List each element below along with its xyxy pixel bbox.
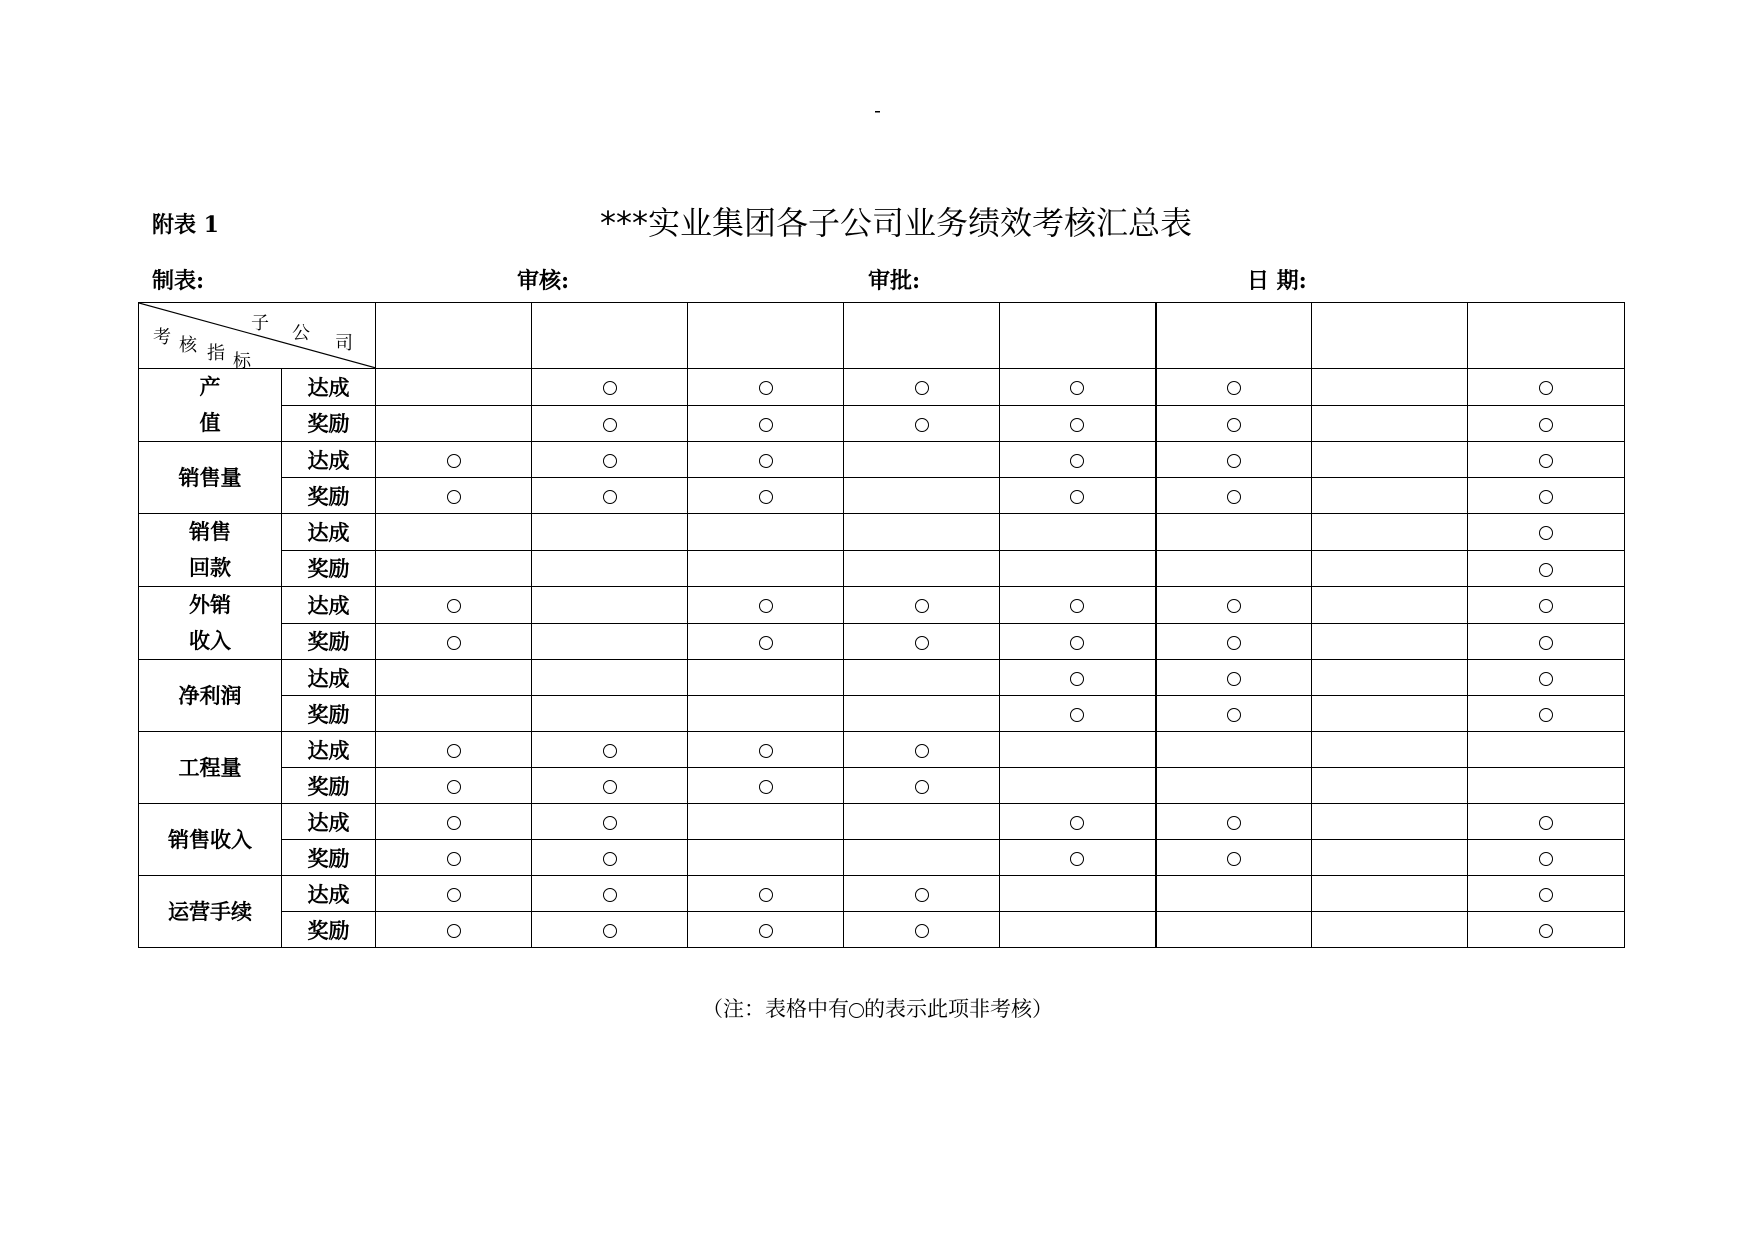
table-row xyxy=(139,804,1625,840)
mark-cell xyxy=(376,442,532,478)
table-row xyxy=(139,405,1625,442)
circle-mark-icon xyxy=(447,780,461,794)
metric-name-cell xyxy=(139,587,282,660)
circle-mark-icon xyxy=(1070,636,1084,650)
circle-mark-icon xyxy=(1539,454,1553,468)
circle-mark-icon xyxy=(603,924,617,938)
circle-mark-icon xyxy=(759,924,773,938)
mark-cell xyxy=(1000,876,1156,912)
mark-cell xyxy=(532,478,688,514)
mark-cell xyxy=(1156,623,1312,660)
circle-mark-icon xyxy=(603,418,617,432)
mark-cell xyxy=(1156,514,1312,551)
metric-name-cell xyxy=(139,442,282,514)
mark-cell xyxy=(844,550,1000,587)
circle-mark-icon xyxy=(447,852,461,866)
circle-mark-icon xyxy=(1539,816,1553,830)
circle-mark-icon xyxy=(1070,599,1084,613)
mark-cell xyxy=(1156,550,1312,587)
mark-cell xyxy=(1312,840,1468,876)
mark-cell xyxy=(376,550,532,587)
circle-mark-icon xyxy=(447,888,461,902)
mark-cell xyxy=(532,623,688,660)
company-header-cell xyxy=(532,303,688,369)
circle-mark-icon xyxy=(759,454,773,468)
mark-cell xyxy=(376,804,532,840)
mark-cell xyxy=(1000,912,1156,948)
circle-mark-icon xyxy=(759,381,773,395)
circle-mark-icon xyxy=(759,490,773,504)
mark-cell xyxy=(844,442,1000,478)
mark-cell xyxy=(688,442,844,478)
mark-cell xyxy=(844,478,1000,514)
table-row xyxy=(139,623,1625,660)
circle-mark-icon xyxy=(1539,490,1553,504)
footnote xyxy=(0,993,1755,1023)
mark-cell xyxy=(1156,369,1312,406)
company-header-cell xyxy=(1000,303,1156,369)
mark-cell xyxy=(1156,405,1312,442)
mark-cell xyxy=(532,514,688,551)
row-type-label: 达成 xyxy=(282,876,376,912)
table-row xyxy=(139,768,1625,804)
mark-cell xyxy=(844,876,1000,912)
metric-name-line: 收入 xyxy=(189,628,231,653)
row-type-label: 达成 xyxy=(282,732,376,768)
company-header-cell xyxy=(376,303,532,369)
mark-cell xyxy=(532,660,688,696)
mark-cell xyxy=(1312,732,1468,768)
approved-by-label: 审批: xyxy=(868,268,921,294)
mark-cell xyxy=(1312,768,1468,804)
metric-name-line: 销售收入 xyxy=(168,826,252,852)
mark-cell xyxy=(376,876,532,912)
circle-mark-icon xyxy=(603,852,617,866)
mark-cell xyxy=(1312,442,1468,478)
mark-cell xyxy=(532,405,688,442)
mark-cell xyxy=(376,369,532,406)
mark-cell xyxy=(532,369,688,406)
row-type-label: 奖励 xyxy=(282,478,376,514)
mark-cell xyxy=(844,768,1000,804)
table-row xyxy=(139,514,1625,551)
circle-mark-icon xyxy=(1070,708,1084,722)
circle-mark-icon xyxy=(447,924,461,938)
circle-mark-icon xyxy=(759,599,773,613)
circle-mark-icon xyxy=(1227,636,1241,650)
circle-mark-icon xyxy=(1070,454,1084,468)
circle-mark-icon xyxy=(759,888,773,902)
mark-cell xyxy=(688,804,844,840)
mark-cell xyxy=(376,587,532,624)
date-label: 日 期: xyxy=(1247,268,1307,294)
circle-mark-icon xyxy=(447,599,461,613)
mark-cell xyxy=(1156,478,1312,514)
mark-cell xyxy=(688,478,844,514)
mark-cell xyxy=(844,660,1000,696)
mark-cell xyxy=(844,804,1000,840)
circle-mark-icon xyxy=(603,454,617,468)
metric-name-cell xyxy=(139,660,282,732)
page-top-mark: - xyxy=(874,98,881,122)
mark-cell xyxy=(1468,478,1625,514)
mark-cell xyxy=(844,369,1000,406)
mark-cell xyxy=(1000,550,1156,587)
circle-mark-icon xyxy=(1539,672,1553,686)
mark-cell xyxy=(1312,696,1468,732)
metric-name-cell xyxy=(139,804,282,876)
metric-name-cell xyxy=(139,876,282,948)
table-row xyxy=(139,587,1625,624)
circle-mark-icon xyxy=(603,816,617,830)
mark-cell xyxy=(1312,587,1468,624)
reviewed-by-label: 审核: xyxy=(517,268,570,294)
table-row xyxy=(139,369,1625,406)
mark-cell xyxy=(532,732,688,768)
circle-mark-icon xyxy=(1227,708,1241,722)
row-type-label: 奖励 xyxy=(282,768,376,804)
circle-mark-icon xyxy=(1070,852,1084,866)
mark-cell xyxy=(1000,768,1156,804)
table-row xyxy=(139,478,1625,514)
metric-name-cell xyxy=(139,369,282,442)
company-header-cell xyxy=(844,303,1000,369)
annex-label: 附表 1 xyxy=(152,212,219,238)
mark-cell xyxy=(1156,804,1312,840)
mark-cell xyxy=(1312,876,1468,912)
row-type-label: 奖励 xyxy=(282,550,376,587)
circle-mark-icon xyxy=(915,888,929,902)
circle-mark-icon xyxy=(1070,816,1084,830)
mark-cell xyxy=(532,442,688,478)
row-type-label: 奖励 xyxy=(282,405,376,442)
circle-mark-icon xyxy=(1539,852,1553,866)
mark-cell xyxy=(1468,587,1625,624)
circle-mark-icon xyxy=(447,744,461,758)
mark-cell xyxy=(1000,732,1156,768)
circle-mark-icon xyxy=(1227,816,1241,830)
metric-name-line: 运营手续 xyxy=(168,898,252,924)
mark-cell xyxy=(1312,660,1468,696)
mark-cell xyxy=(376,623,532,660)
mark-cell xyxy=(376,912,532,948)
mark-cell xyxy=(1156,442,1312,478)
table-row xyxy=(139,912,1625,948)
circle-mark-icon xyxy=(1227,418,1241,432)
mark-cell xyxy=(688,587,844,624)
mark-cell xyxy=(1156,768,1312,804)
mark-cell xyxy=(1000,840,1156,876)
row-type-label: 达成 xyxy=(282,442,376,478)
circle-mark-icon xyxy=(915,636,929,650)
circle-mark-icon xyxy=(1539,636,1553,650)
mark-cell xyxy=(688,405,844,442)
company-header-cell xyxy=(688,303,844,369)
metric-name-cell xyxy=(139,514,282,587)
row-type-label: 奖励 xyxy=(282,696,376,732)
mark-cell xyxy=(1156,912,1312,948)
circle-mark-icon xyxy=(1539,888,1553,902)
mark-cell xyxy=(1000,587,1156,624)
mark-cell xyxy=(1468,732,1625,768)
circle-mark-icon xyxy=(1539,381,1553,395)
mark-cell xyxy=(1312,550,1468,587)
circle-mark-icon xyxy=(1539,599,1553,613)
mark-cell xyxy=(844,623,1000,660)
mark-cell xyxy=(688,369,844,406)
circle-mark-icon xyxy=(1539,563,1553,577)
footnote-text-after: 的表示此项非考核） xyxy=(864,997,1053,1021)
corner-top-char: 司 xyxy=(335,333,353,354)
mark-cell xyxy=(688,840,844,876)
mark-cell xyxy=(532,587,688,624)
metric-name-line: 销售 xyxy=(189,519,231,544)
corner-top-char: 公 xyxy=(292,323,310,344)
circle-mark-icon xyxy=(603,381,617,395)
mark-cell xyxy=(1468,696,1625,732)
table-row xyxy=(139,840,1625,876)
mark-cell xyxy=(688,876,844,912)
row-type-label: 奖励 xyxy=(282,840,376,876)
mark-cell xyxy=(688,623,844,660)
circle-mark-icon xyxy=(915,780,929,794)
circle-mark-icon xyxy=(447,490,461,504)
page-title: ***实业集团各子公司业务绩效考核汇总表 xyxy=(600,204,1193,242)
mark-cell xyxy=(1468,442,1625,478)
company-header-cell xyxy=(1156,303,1312,369)
corner-bottom-char: 核 xyxy=(179,335,197,356)
mark-cell xyxy=(1312,912,1468,948)
mark-cell xyxy=(1468,876,1625,912)
mark-cell xyxy=(376,732,532,768)
mark-cell xyxy=(688,768,844,804)
circle-mark-icon xyxy=(1539,418,1553,432)
circle-mark-icon xyxy=(759,636,773,650)
mark-cell xyxy=(844,405,1000,442)
row-type-label: 奖励 xyxy=(282,912,376,948)
table-row xyxy=(139,876,1625,912)
row-type-label: 达成 xyxy=(282,587,376,624)
mark-cell xyxy=(532,696,688,732)
metric-name-line: 净利润 xyxy=(178,682,242,708)
row-type-label: 达成 xyxy=(282,514,376,551)
circle-mark-icon xyxy=(915,381,929,395)
mark-cell xyxy=(1156,696,1312,732)
corner-bottom-char: 标 xyxy=(233,351,251,372)
mark-cell xyxy=(1156,876,1312,912)
mark-cell xyxy=(688,912,844,948)
mark-cell xyxy=(1312,804,1468,840)
table-row xyxy=(139,550,1625,587)
circle-mark-icon xyxy=(1539,708,1553,722)
metric-name-line: 外销 xyxy=(189,592,231,617)
mark-cell xyxy=(688,514,844,551)
table-row xyxy=(139,660,1625,696)
circle-mark-icon xyxy=(1227,672,1241,686)
mark-cell xyxy=(688,660,844,696)
mark-cell xyxy=(376,696,532,732)
mark-cell xyxy=(532,804,688,840)
footnote-text-before: （注：表格中有 xyxy=(702,997,849,1021)
circle-mark-icon xyxy=(1539,924,1553,938)
circle-mark-icon xyxy=(915,599,929,613)
table-row xyxy=(139,442,1625,478)
circle-mark-icon xyxy=(447,636,461,650)
mark-cell xyxy=(688,696,844,732)
corner-bottom-char: 指 xyxy=(207,343,225,364)
row-type-label: 达成 xyxy=(282,369,376,406)
mark-cell xyxy=(1312,514,1468,551)
mark-cell xyxy=(1156,840,1312,876)
circle-mark-icon xyxy=(1227,454,1241,468)
mark-cell xyxy=(532,912,688,948)
circle-mark-icon xyxy=(1227,381,1241,395)
made-by-label: 制表: xyxy=(152,268,205,294)
mark-cell xyxy=(1000,623,1156,660)
metric-name-line: 工程量 xyxy=(178,754,242,780)
mark-cell xyxy=(844,912,1000,948)
corner-top-char: 子 xyxy=(251,313,269,334)
table-row xyxy=(139,696,1625,732)
circle-mark-icon xyxy=(759,744,773,758)
row-type-label: 奖励 xyxy=(282,623,376,660)
mark-cell xyxy=(1468,804,1625,840)
circle-mark-icon xyxy=(915,744,929,758)
metric-name-line: 值 xyxy=(199,410,221,435)
mark-cell xyxy=(376,660,532,696)
mark-cell xyxy=(844,732,1000,768)
metric-name-cell xyxy=(139,732,282,804)
mark-cell xyxy=(844,587,1000,624)
mark-cell xyxy=(1312,405,1468,442)
circle-mark-icon xyxy=(1070,490,1084,504)
mark-cell xyxy=(1000,442,1156,478)
mark-cell xyxy=(1156,660,1312,696)
metric-name-line: 回款 xyxy=(189,555,231,580)
circle-mark-icon xyxy=(1227,599,1241,613)
mark-cell xyxy=(532,876,688,912)
performance-summary-table xyxy=(138,302,1625,948)
mark-cell xyxy=(1000,478,1156,514)
mark-cell xyxy=(1468,623,1625,660)
company-header-cell xyxy=(1468,303,1625,369)
row-type-label: 达成 xyxy=(282,804,376,840)
circle-mark-icon xyxy=(1227,852,1241,866)
circle-mark-icon xyxy=(603,780,617,794)
circle-mark-icon xyxy=(1070,672,1084,686)
circle-mark-icon xyxy=(447,816,461,830)
mark-cell xyxy=(1468,912,1625,948)
mark-cell xyxy=(376,768,532,804)
mark-cell xyxy=(1312,478,1468,514)
mark-cell xyxy=(376,405,532,442)
mark-cell xyxy=(1156,587,1312,624)
mark-cell xyxy=(376,514,532,551)
mark-cell xyxy=(532,840,688,876)
mark-cell xyxy=(1468,768,1625,804)
mark-cell xyxy=(1000,405,1156,442)
corner-bottom-char: 考 xyxy=(153,327,171,348)
mark-cell xyxy=(1468,840,1625,876)
mark-cell xyxy=(1468,405,1625,442)
circle-mark-icon xyxy=(603,888,617,902)
mark-cell xyxy=(844,514,1000,551)
table-row xyxy=(139,732,1625,768)
mark-cell xyxy=(688,732,844,768)
mark-cell xyxy=(1000,804,1156,840)
metric-name-line: 销售量 xyxy=(178,464,242,490)
mark-cell xyxy=(1156,732,1312,768)
mark-cell xyxy=(1468,550,1625,587)
company-header-cell xyxy=(1312,303,1468,369)
mark-cell xyxy=(844,696,1000,732)
circle-mark-icon xyxy=(1539,526,1553,540)
circle-mark-icon xyxy=(603,744,617,758)
mark-cell xyxy=(1000,369,1156,406)
mark-cell xyxy=(1312,623,1468,660)
header-row xyxy=(139,303,1625,369)
circle-mark-icon xyxy=(603,490,617,504)
mark-cell xyxy=(1468,514,1625,551)
mark-cell xyxy=(376,478,532,514)
mark-cell xyxy=(1000,514,1156,551)
circle-mark-icon xyxy=(759,780,773,794)
mark-cell xyxy=(844,840,1000,876)
mark-cell xyxy=(1312,369,1468,406)
mark-cell xyxy=(376,840,532,876)
mark-cell xyxy=(532,550,688,587)
circle-mark-icon xyxy=(915,924,929,938)
diagonal-corner-cell xyxy=(139,303,376,372)
mark-cell xyxy=(688,550,844,587)
mark-cell xyxy=(1468,660,1625,696)
circle-mark-icon xyxy=(447,454,461,468)
mark-cell xyxy=(1000,660,1156,696)
row-type-label: 达成 xyxy=(282,660,376,696)
circle-mark-icon xyxy=(759,418,773,432)
circle-mark-icon xyxy=(1070,418,1084,432)
mark-cell xyxy=(532,768,688,804)
circle-mark-icon xyxy=(1227,490,1241,504)
circle-mark-icon xyxy=(849,1003,864,1018)
circle-mark-icon xyxy=(915,418,929,432)
circle-mark-icon xyxy=(1070,381,1084,395)
metric-name-line: 产 xyxy=(199,374,221,399)
mark-cell xyxy=(1000,696,1156,732)
mark-cell xyxy=(1468,369,1625,406)
